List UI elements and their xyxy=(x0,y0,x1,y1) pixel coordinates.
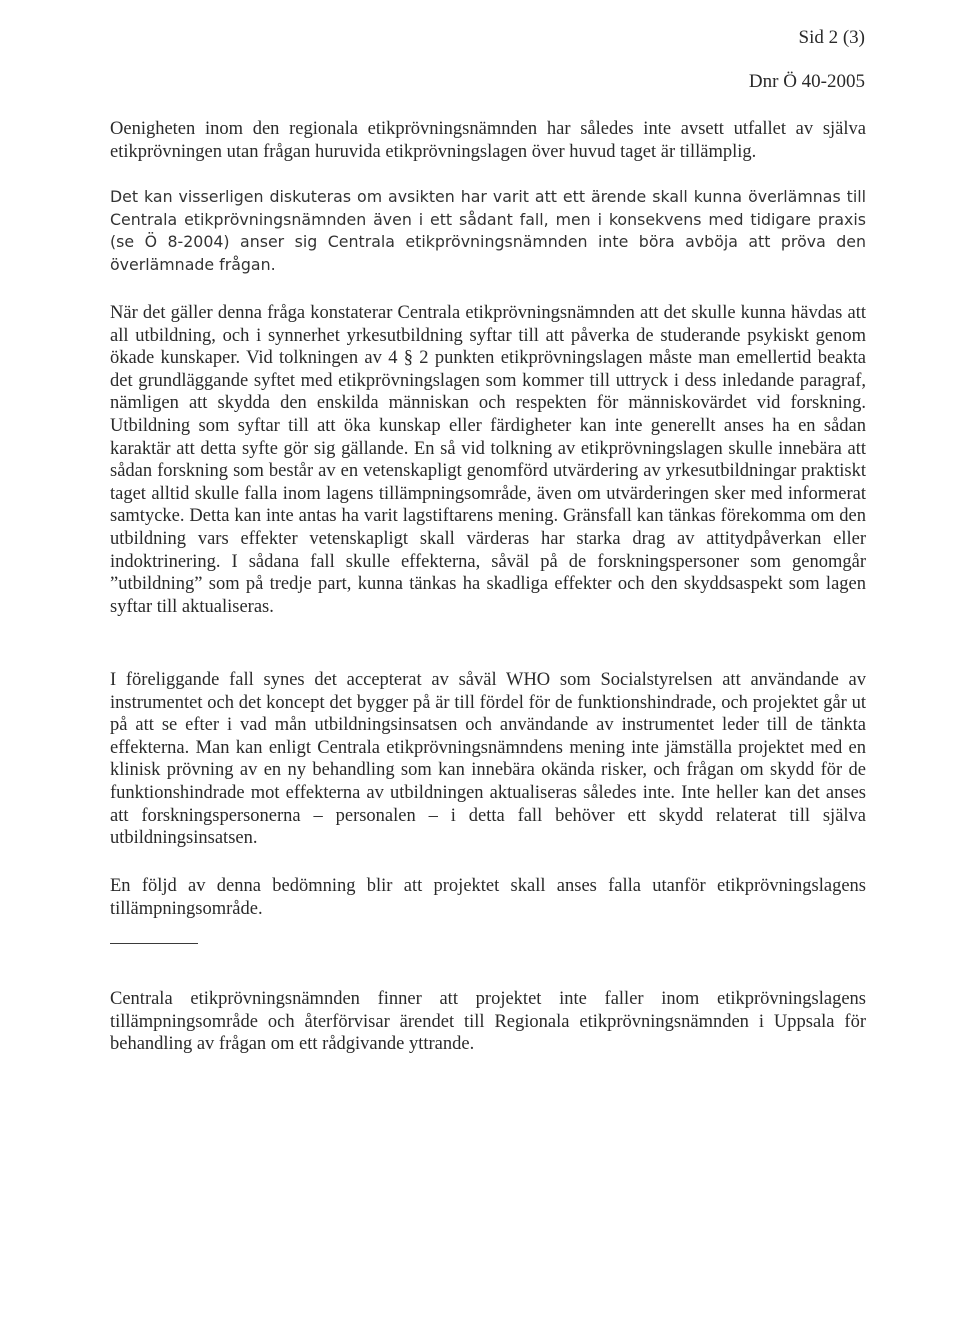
paragraph-3 xyxy=(110,302,866,618)
page-number: Sid 2 (3) xyxy=(798,27,865,48)
decision-paragraph xyxy=(110,988,866,1056)
paragraph-text: Centrala etikprövningsnämnden finner att projektet inte faller inom etikprövningslagens tillämpningsområde och återförvisar ärendet till Regionala etikprövningsnämnden i Uppsala för behandling av frågan om ett rådgivande yttrande. xyxy=(110,989,866,1055)
paragraph-text: När det gäller denna fråga konstaterar Centrala etikprövningsnämnden att det skulle kunna hävdas att all utbildning, och i synnerhet yrkesutbildning syftar till att påverka de studerande psykiskt genom ökade kunskaper. Vid tolkningen av 4 § 2 punkten etikprövningslagen måste man emellertid beakta det grundläggande syftet med etikprövningslagen som kommer till uttryck i dess inledande paragraf, nämligen att skydda den enskilda människan och respekten för människovärdet vid forskning. Utbildning som syftar till att öka kunskap eller färdigheter kan inte generellt anses ha en sådan karaktär att detta syfte gör sig gällande. En så vid tolkning av etikprövningslagen skulle innebära att sådan forskning som består av en vetenskapligt genomförd utvärdering av yrkesutbildningar praktiskt taget alltid skulle falla inom lagens tillämpningsområde, även om utvärderingen sker med informerat samtycke. Detta kan inte antas ha varit lagstiftarens mening. Gränsfall kan tänkas förekomma om den utbildning vars effekter vetenskapligt skall värderas har starka drag av attitydpåverkan eller indoktrinering. I sådana fall skulle effekterna, såväl på de forskningspersoner som genomgår ”utbildning” som på tredje part, kunna tänkas ha skadliga effekter och den skyddsaspekt som lagen syftar till aktualiseras. xyxy=(110,303,866,617)
paragraph-1 xyxy=(110,118,866,163)
paragraph-text: Det kan visserligen diskuteras om avsikten har varit att ett ärende skall kunna överlämnas till Centrala etikprövningsnämnden även i ett sådant fall, men i konsekvens med tidigare praxis (se Ö 8-2004) anser sig Centrala etikprövningsnämnden inte böra avböja att pröva den överlämnade frågan. xyxy=(110,187,866,274)
paragraph-4 xyxy=(110,669,866,850)
paragraph-2 xyxy=(110,186,866,276)
paragraph-text: Oenigheten inom den regionala etikprövningsnämnden har således inte avsett utfallet av själva etikprövningen utan frågan huruvida etikprövningslagen över huvud taget är tillämplig. xyxy=(110,119,866,162)
paragraph-text: En följd av denna bedömning blir att projektet skall anses falla utanför etikprövningslagens tillämpningsområde. xyxy=(110,876,866,919)
paragraph-text: I föreliggande fall synes det accepterat av såväl WHO som Socialstyrelsen att användande av instrumentet och det koncept det bygger på är till fördel för de funktionshindrade, och projektet går ut på att se efter i vad mån utbildningsinsatsen och användande av instrumentet leder till de tänkta effekterna. Man kan enligt Centrala etikprövningsnämndens mening inte jämställa projektet med en klinisk prövning av en ny behandling som kan innebära okända risker, och frågan om skydd för de funktionshindrade mot effekterna av utbildningen aktualiseras således inte. Inte heller kan det anses att forskningspersonerna – personalen – i detta fall behöver ett skydd relaterat till själva utbildningsinsatsen. xyxy=(110,670,866,849)
paragraph-5 xyxy=(110,875,866,920)
reference-number: Dnr Ö 40-2005 xyxy=(748,71,865,92)
section-divider xyxy=(110,943,198,944)
